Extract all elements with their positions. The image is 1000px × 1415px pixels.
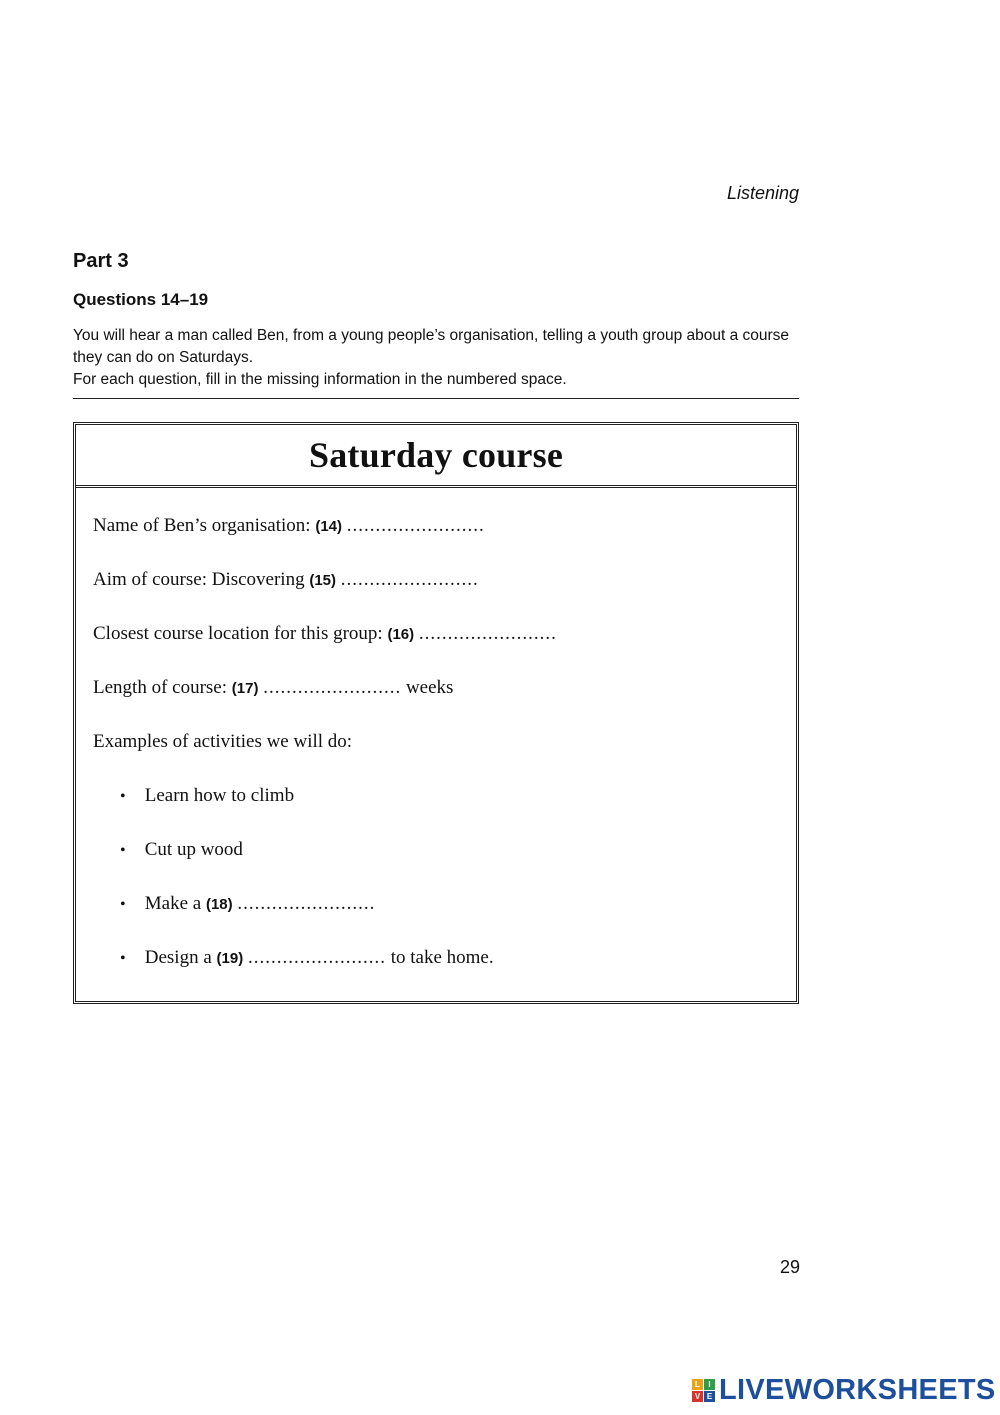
question-number: (19) bbox=[216, 950, 244, 967]
brand-name: LIVEWORKSHEETS bbox=[719, 1374, 996, 1406]
divider-rule bbox=[73, 398, 799, 399]
instructions bbox=[73, 325, 813, 391]
line-text: Aim of course: Discovering bbox=[93, 569, 305, 590]
brand-logo-icon bbox=[692, 1379, 715, 1402]
form-line-14 bbox=[93, 515, 485, 537]
form-line-17 bbox=[93, 677, 453, 699]
part-title: Part 3 bbox=[73, 250, 129, 272]
section-label: Listening bbox=[726, 183, 799, 203]
question-number: (18) bbox=[205, 896, 233, 913]
line-text: Closest course location for this group: bbox=[93, 623, 383, 644]
logo-tile: V bbox=[692, 1391, 703, 1402]
page-number: 29 bbox=[779, 1257, 800, 1277]
questions-range: Questions 14–19 bbox=[73, 290, 209, 309]
activities-label: Examples of activities we will do: bbox=[93, 731, 353, 752]
question-number: (15) bbox=[309, 572, 337, 589]
bullet-text: Learn how to climb bbox=[144, 785, 295, 806]
answer-blank-16[interactable]: ........................ bbox=[418, 623, 557, 644]
form-line-16 bbox=[93, 623, 557, 645]
form-box bbox=[73, 422, 799, 1004]
question-number: (14) bbox=[315, 518, 343, 535]
bullet-icon: • bbox=[120, 842, 126, 859]
bullet-text: Make a bbox=[144, 893, 202, 914]
answer-blank-14[interactable]: ........................ bbox=[346, 515, 485, 536]
bullet-item bbox=[120, 839, 243, 861]
instructions-line-2: For each question, fill in the missing information in the numbered space. bbox=[73, 371, 567, 388]
bullet-text: Cut up wood bbox=[144, 839, 243, 860]
bullet-icon: • bbox=[120, 950, 126, 967]
line-suffix: weeks bbox=[405, 677, 454, 698]
answer-blank-19[interactable]: ........................ bbox=[247, 947, 386, 968]
bullet-text: Design a bbox=[144, 947, 212, 968]
bullet-icon: • bbox=[120, 788, 126, 805]
line-suffix: to take home. bbox=[390, 947, 494, 968]
logo-tile: I bbox=[704, 1379, 715, 1390]
form-header bbox=[76, 425, 796, 488]
brand-watermark[interactable] bbox=[692, 1374, 996, 1407]
line-text: Name of Ben’s organisation: bbox=[93, 515, 311, 536]
bullet-item bbox=[120, 947, 494, 969]
answer-blank-18[interactable]: ........................ bbox=[237, 893, 376, 914]
logo-tile: L bbox=[692, 1379, 703, 1390]
bullet-icon: • bbox=[120, 896, 126, 913]
logo-tile: E bbox=[704, 1391, 715, 1402]
form-line-15 bbox=[93, 569, 479, 591]
answer-blank-17[interactable]: ........................ bbox=[263, 677, 402, 698]
form-title: Saturday course bbox=[309, 435, 563, 475]
line-text: Length of course: bbox=[93, 677, 228, 698]
bullet-item bbox=[120, 785, 294, 807]
answer-blank-15[interactable]: ........................ bbox=[340, 569, 479, 590]
bullet-item bbox=[120, 893, 375, 915]
question-number: (17) bbox=[231, 680, 259, 697]
instructions-line-1: You will hear a man called Ben, from a young people’s organisation, telling a youth group about a course they can do on Saturdays. bbox=[73, 327, 790, 366]
question-number: (16) bbox=[387, 626, 415, 643]
